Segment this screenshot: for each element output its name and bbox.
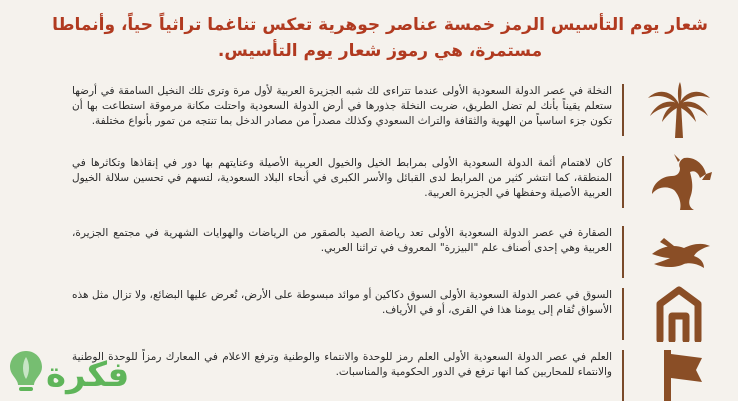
flag-icon [634,346,724,401]
divider [622,350,624,401]
horse-icon [634,152,724,212]
falcon-icon [634,222,724,282]
item-text: السوق في عصر الدولة السعودية الأولى السوق دكاكين أو موائد مبسوطة على الأرض، تُعرض عليها البضائع، ولا تزال مثل هذه الأسواق تُقام إلى يومنا هذا في القرى، أو في الأرياف. [72,289,612,316]
divider [622,84,624,136]
item-text: الصقارة في عصر الدولة السعودية الأولى تعد رياضة الصيد بالصقور من الرياضات والهوايات الشهرية في مجتمع الجزيرة، العربية وهي إحدى أصناف علم "البيزرة" المعروف في تراثنا العربي. [72,227,612,254]
page-title: شعار يوم التأسيس الرمز خمسة عناصر جوهرية تعكس تناغما تراثياً حياً، وأنماطا مستمرة، هي رموز شعار يوم التأسيس. [52,15,708,61]
divider [622,288,624,340]
list-item-falcon [40,222,726,282]
market-icon [634,284,724,344]
palm-tree-icon [634,80,724,140]
list-item-palm [40,80,726,140]
divider [622,156,624,208]
list-item-horse [40,152,726,212]
item-text: العلم في عصر الدولة السعودية الأولى العلم رمز للوحدة والانتماء والوطنية وترفع الاعلام في المعارك رمزاً للوحدة الوطنية والانتماء للمحاربين كما انها ترفع في الدور الحكومية والمناسبات. [72,351,612,378]
logo [6,347,156,395]
divider [622,226,624,278]
logo-text: فكرة [46,355,130,395]
list-item-market [40,284,726,344]
item-text: النخلة في عصر الدولة السعودية الأولى عندما تتراءى لك شبه الجزيرة العربية لأول مرة وترى تلك النخيل السامقة في أرضها ستعلم يقيناً بأنك لم تضل الطريق، ضربت النخلة جذورها في أرض الدولة السعودية واحتلت مكانة مرموقة استطاعت بها أن تكون جزء اساسياً من الهوية والثقافة والتراث السعودي وكذلك مصدراً من مصادر الدخل بما تنتجه من تمور بأنواع مختلفة. [72,85,612,127]
lightbulb-icon [6,347,46,395]
item-text: كان لاهتمام أئمة الدولة السعودية الأولى بمرابط الخيل والخيول العربية الأصيلة وعنايتهم بها دور في إنقاذها وتكاثرها في المنطقة، كما انتشر كثير من المرابط لدى القبائل والأسر الكبرى في أنحاء البلاد السعودية، لتسهم في تحسين سلالة الخيول العربية الأصيلة وحفظها في الجزيرة العربية. [72,157,612,199]
